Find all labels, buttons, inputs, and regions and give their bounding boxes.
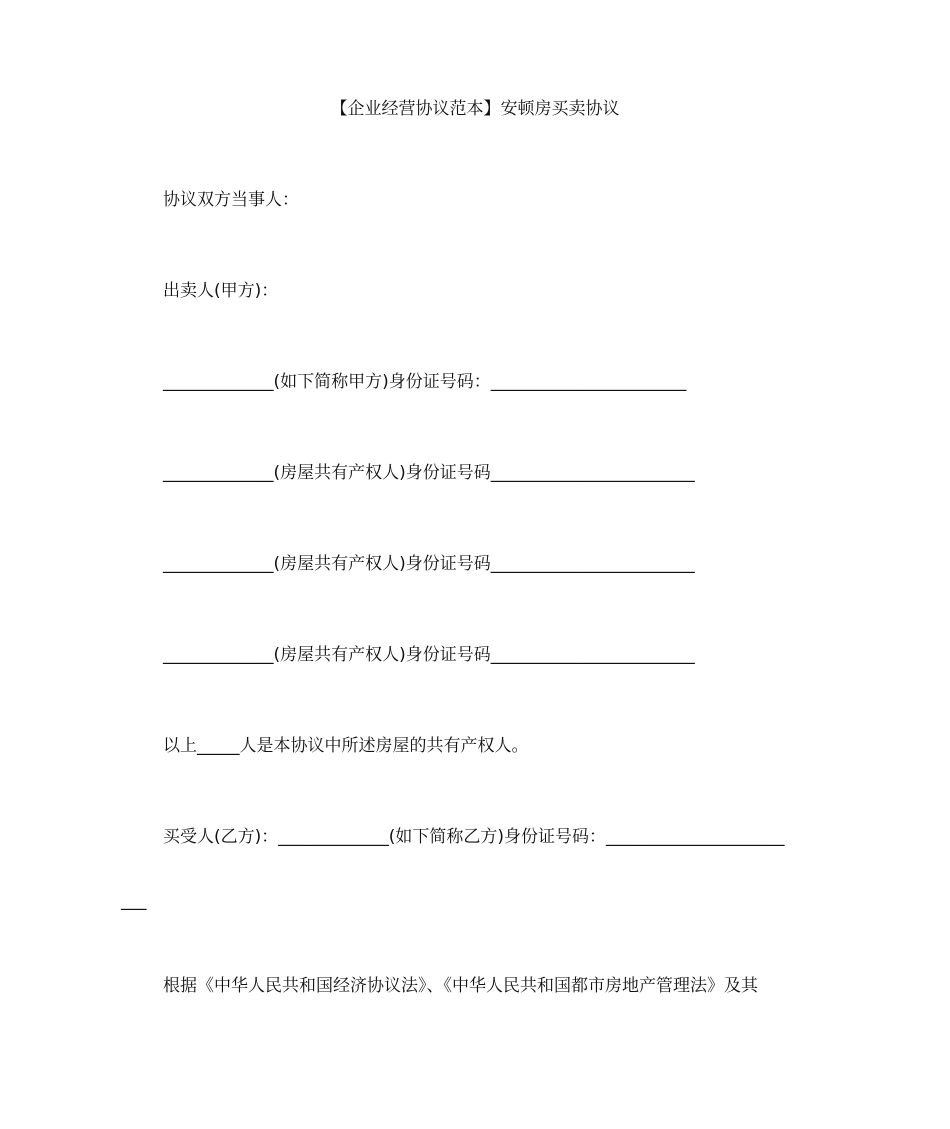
buyer-id-line-wrap: ___ <box>121 891 147 911</box>
legal-basis-line: 根据《中华人民共和国经济协议法》、《中华人民共和国都市房地产管理法》及其 <box>163 976 758 996</box>
coowner-line-3: _____________(房屋共有产权人)身份证号码________________________ <box>163 645 695 665</box>
seller-heading: 出卖人(甲方)： <box>163 281 279 301</box>
seller-id-line: _____________(如下简称甲方)身份证号码：_______________________ <box>163 372 687 392</box>
coowner-line-2: _____________(房屋共有产权人)身份证号码________________________ <box>163 554 695 574</box>
document-title: 【企业经营协议范本】安顿房买卖协议 <box>330 99 620 119</box>
parties-heading: 协议双方当事人： <box>163 190 299 210</box>
coowner-line-1: _____________(房屋共有产权人)身份证号码________________________ <box>163 463 695 483</box>
coowner-count-line: 以上_____人是本协议中所述房屋的共有产权人。 <box>163 736 529 756</box>
buyer-id-line: 买受人(乙方)：_____________(如下简称乙方)身份证号码：_____________________ <box>163 827 785 847</box>
